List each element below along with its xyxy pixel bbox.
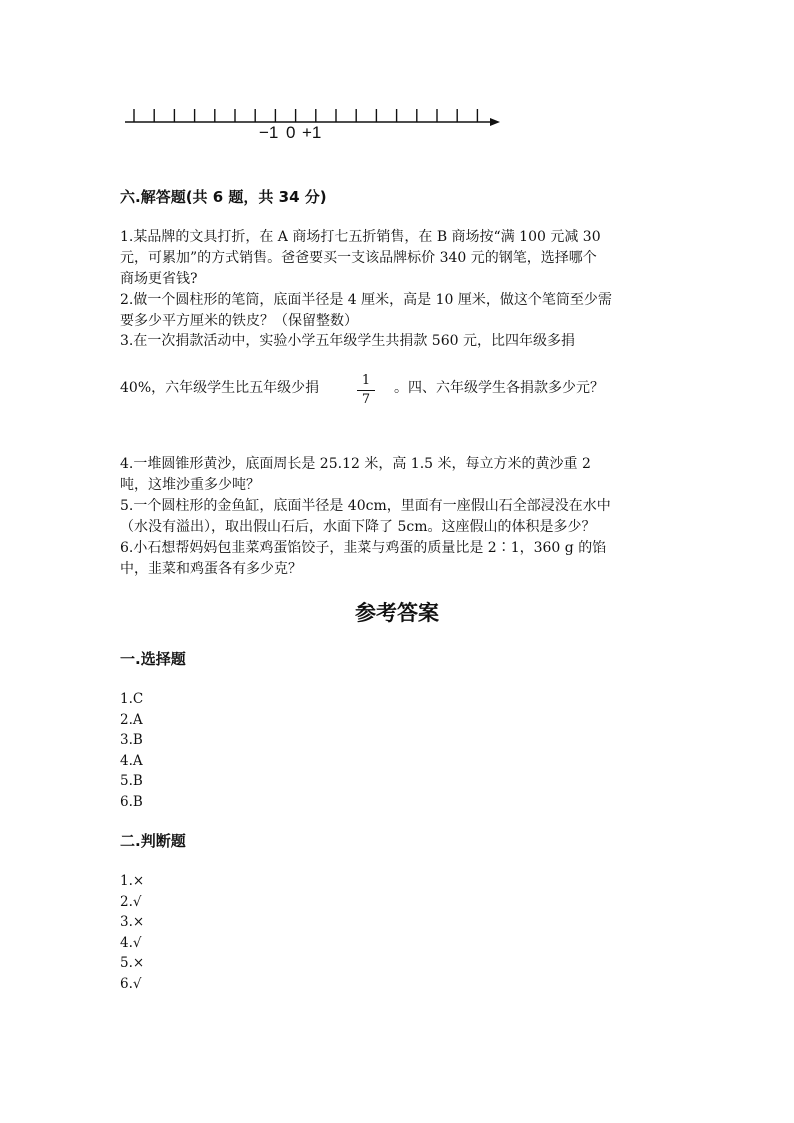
question-2-line-2: 要多少平方厘米的铁皮？（保留整数） [120,313,358,329]
section-6-heading: 六.解答题(共 6 题，共 34 分) [120,188,327,206]
list-item: 4.A [120,752,143,769]
answers-judge-list [120,871,144,995]
list-item: 2.A [120,711,143,728]
list-item: 6.√ [120,975,142,992]
answers-judge-heading: 二.判断题 [120,832,186,850]
question-2 [120,290,612,332]
question-6 [120,538,606,580]
question-4-line-1: 4.一堆圆锥形黄沙，底面周长是 25.12 米，高 1.5 米，每立方米的黄沙重 2 [120,456,591,472]
number-line-arrow [490,118,500,126]
list-item: 1.× [120,873,145,889]
answers-choice-list [120,689,143,813]
answers-choice-heading: 一.选择题 [120,650,186,668]
question-3-line-2-part-b: 。四、六年级学生各捐款多少元？ [394,380,604,396]
list-item: 4.√ [120,934,142,951]
question-1-line-3: 商场更省钱? [120,271,198,287]
question-5-line-1: 5.一个圆柱形的金鱼缸，底面半径是 40cm，里面有一座假山石全部浸没在水中 [120,498,611,514]
list-item: 3.× [120,914,145,931]
question-2-line-1: 2.做一个圆柱形的笔筒，底面半径是 4 厘米，高是 10 厘米，做这个笔筒至少需 [120,292,612,308]
question-6-line-2: 中，韭菜和鸡蛋各有多少克？ [120,561,302,577]
list-item: 6.B [120,793,143,810]
fraction-bar [357,390,375,391]
question-4-line-2: 吨，这堆沙重多少吨？ [120,477,260,493]
fraction-numerator: 1 [361,373,371,388]
question-5-line-2: （水没有溢出），取出假山石后，水面下降了 5cm。这座假山的体积是多少？ [120,519,596,535]
number-line-label-zero: 0 [286,123,296,142]
question-1-line-1: 1.某品牌的文具打折，在 A 商场打七五折销售，在 B 商场按“满 100 元减 30 [120,229,601,245]
list-item: 2.√ [120,893,142,910]
question-3-line-1: 3.在一次捐款活动中，实验小学五年级学生共捐款 560 元，比四年级多捐 [120,333,575,349]
list-item: 3.B [120,732,143,749]
answers-title: 参考答案 [355,601,439,625]
number-line-label-minus-one: −1 [259,123,279,142]
fraction-denominator: 7 [361,392,371,407]
list-item: 5.B [120,773,143,790]
question-5 [120,496,611,538]
list-item: 1.C [120,691,144,707]
number-line-ticks [134,109,477,122]
number-line-label-plus-one: +1 [302,123,322,142]
question-1 [120,227,601,290]
question-6-line-1: 6.小石想帮妈妈包韭菜鸡蛋馅饺子，韭菜与鸡蛋的质量比是 2∶1，360 g 的馅 [120,540,607,556]
fraction-one-seventh [357,374,375,407]
list-item: 5.× [120,955,145,972]
question-1-line-2: 元，可累加”的方式销售。爸爸要买一支该品牌标价 340 元的钢笔，选择哪个 [120,250,597,266]
question-4 [120,454,591,496]
question-3-line-2-part-a: 40%，六年级学生比五年级少捐 [120,380,320,396]
